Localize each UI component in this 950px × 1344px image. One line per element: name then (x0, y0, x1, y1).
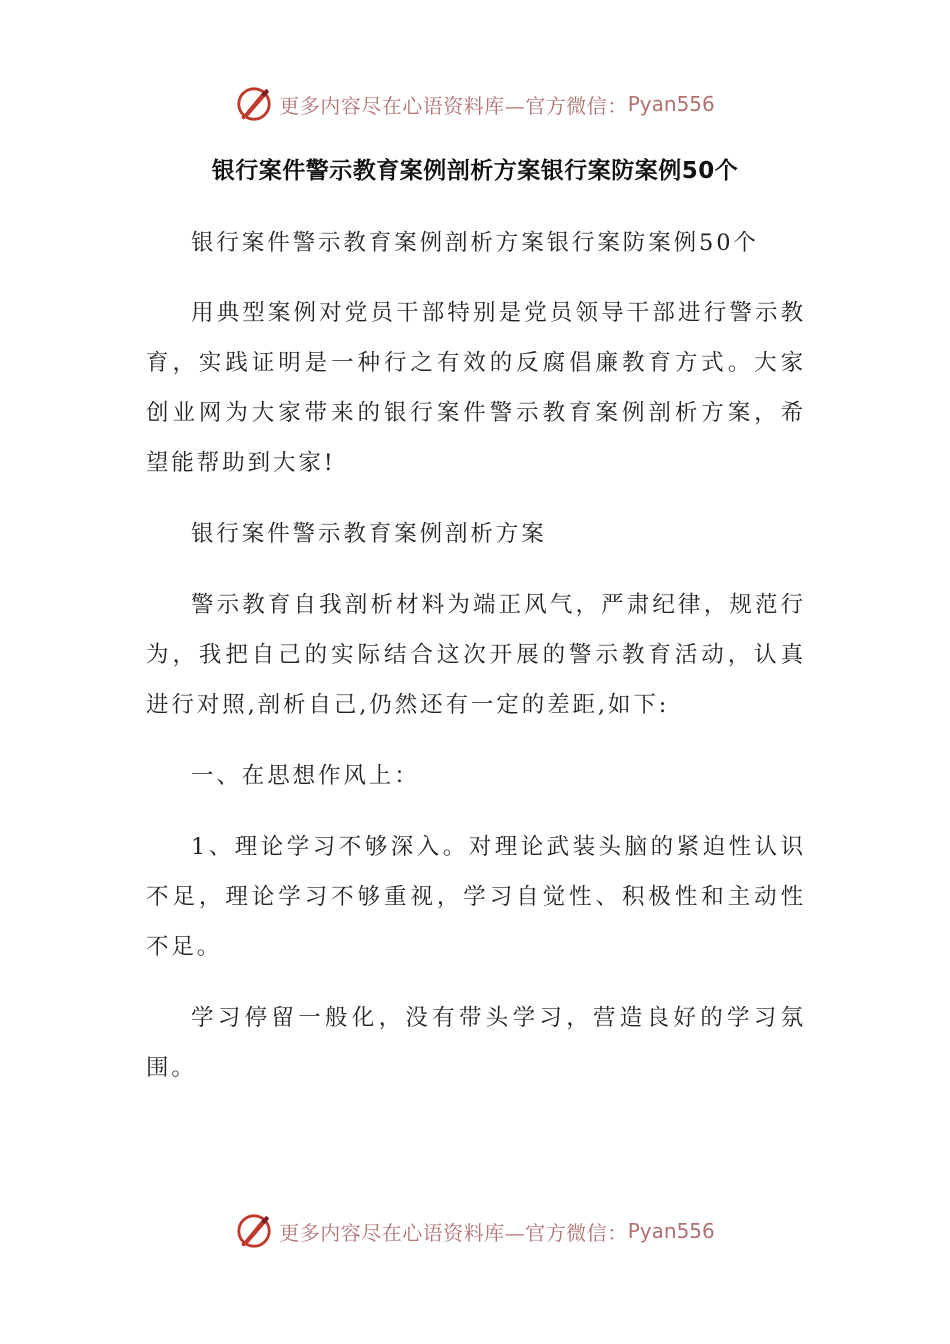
paragraph-intro: 用典型案例对党员干部特别是党员领导干部进行警示教育，实践证明是一种行之有效的反腐倡廉教育方式。大家创业网为大家带来的银行案件警示教育案例剖析方案，希望能帮助到大家! (146, 300, 806, 476)
watermark-text: 更多内容尽在心语资料库—官方微信： (279, 93, 628, 118)
paragraph-self-analysis: 警示教育自我剖析材料为端正风气，严肃纪律，规范行为，我把自己的实际结合这次开展的警示教育活动，认真进行对照,剖析自己,仍然还有一定的差距,如下: (146, 592, 806, 718)
pen-logo-icon (235, 85, 273, 123)
paragraph-learning: 学习停留一般化，没有带头学习，营造良好的学习氛围。 (146, 1005, 806, 1081)
document-title: 银行案件警示教育案例剖析方案银行案防案例50个 (211, 158, 739, 184)
watermark-text: 更多内容尽在心语资料库—官方微信： (279, 1220, 628, 1245)
watermark-header (0, 84, 950, 124)
watermark-wechat-id: Pyan556 (627, 1219, 715, 1243)
watermark-footer (0, 1211, 950, 1251)
watermark-wechat-id: Pyan556 (627, 92, 715, 116)
document-body (146, 218, 806, 1114)
pen-logo-icon (235, 1212, 273, 1250)
paragraph-item-1: 1、理论学习不够深入。对理论武装头脑的紧迫性认识不足，理论学习不够重视，学习自觉性、积极性和主动性不足。 (146, 834, 806, 960)
paragraph-heading-thinking-style: 一、在思想作风上： (191, 763, 420, 789)
paragraph-section-heading: 银行案件警示教育案例剖析方案 (191, 521, 547, 547)
paragraph-subtitle: 银行案件警示教育案例剖析方案银行案防案例50个 (191, 230, 759, 256)
